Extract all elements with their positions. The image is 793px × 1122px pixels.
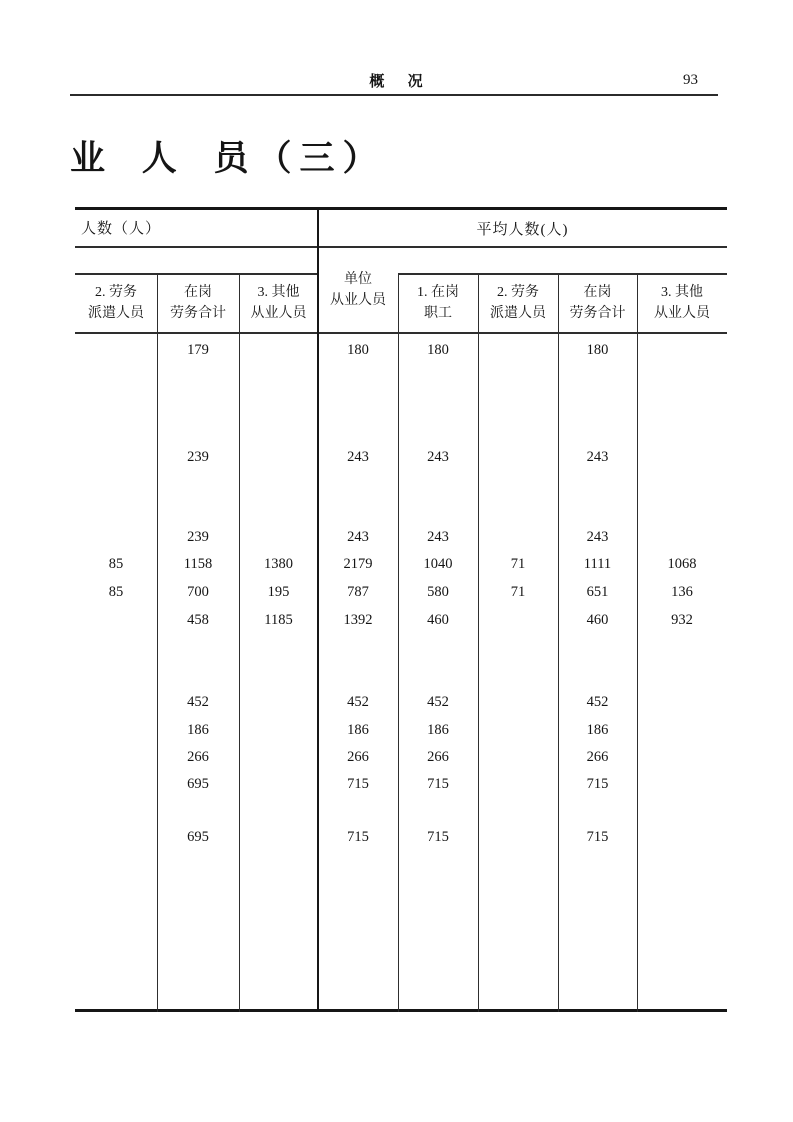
column-divider-5 bbox=[558, 273, 560, 1012]
statistics-table bbox=[75, 207, 727, 1013]
table-cell: 243 bbox=[427, 529, 449, 545]
table-cell: 239 bbox=[187, 449, 209, 465]
table-cell: 239 bbox=[187, 529, 209, 545]
table-cell: 136 bbox=[671, 584, 693, 600]
group-header-averages: 平均人数(人) bbox=[476, 222, 569, 238]
column-header-2: 在岗 劳务合计 bbox=[170, 285, 226, 321]
table-cell: 1068 bbox=[667, 556, 697, 572]
table-cell: 243 bbox=[586, 529, 609, 545]
table-cell: 71 bbox=[510, 556, 526, 572]
column-header-8: 3. 其他 从业人员 bbox=[654, 285, 710, 321]
table-cell: 452 bbox=[187, 694, 209, 710]
table-cell: 195 bbox=[267, 584, 290, 600]
table-border-bottom bbox=[75, 1009, 727, 1012]
column-header-1: 2. 劳务 派遣人员 bbox=[88, 285, 144, 321]
table-cell: 243 bbox=[347, 449, 369, 465]
table-cell: 85 bbox=[108, 556, 124, 572]
table-cell: 1185 bbox=[264, 612, 293, 628]
table-cell: 85 bbox=[108, 584, 124, 600]
column-divider-1 bbox=[157, 273, 159, 1012]
table-cell: 266 bbox=[427, 749, 449, 765]
table-cell: 186 bbox=[586, 722, 609, 738]
group-header-counts: 人数（人） bbox=[81, 221, 162, 237]
table-cell: 266 bbox=[586, 749, 609, 765]
table-cell: 452 bbox=[586, 694, 609, 710]
table-cell: 787 bbox=[347, 584, 369, 600]
table-cell: 186 bbox=[347, 722, 369, 738]
table-border-top bbox=[75, 207, 727, 210]
column-header-6: 2. 劳务 派遣人员 bbox=[490, 285, 546, 321]
table-cell: 186 bbox=[187, 722, 209, 738]
table-cell: 460 bbox=[586, 612, 609, 628]
column-header-3: 3. 其他 从业人员 bbox=[250, 285, 307, 321]
table-cell: 715 bbox=[347, 829, 369, 845]
column-divider-3 bbox=[398, 273, 400, 1012]
table-cell: 2179 bbox=[343, 556, 373, 572]
table-cell: 1111 bbox=[583, 556, 612, 572]
table-cell: 71 bbox=[510, 584, 526, 600]
table-cell: 452 bbox=[347, 694, 369, 710]
table-cell: 1158 bbox=[183, 556, 213, 572]
table-cell: 1392 bbox=[343, 612, 373, 628]
table-cell: 715 bbox=[427, 829, 449, 845]
table-cell: 460 bbox=[427, 612, 449, 628]
table-cell: 186 bbox=[427, 722, 449, 738]
table-cell: 179 bbox=[187, 342, 209, 358]
column-header-4: 单位 从业人员 bbox=[330, 271, 386, 308]
table-cell: 180 bbox=[427, 342, 449, 358]
table-cell: 695 bbox=[187, 776, 209, 792]
column-header-7: 在岗 劳务合计 bbox=[569, 285, 626, 321]
column-divider-4 bbox=[478, 273, 480, 1012]
table-cell: 580 bbox=[427, 584, 449, 600]
header-rule bbox=[70, 94, 718, 96]
table-cell: 452 bbox=[427, 694, 449, 710]
table-cell: 695 bbox=[187, 829, 209, 845]
table-cell: 715 bbox=[586, 829, 609, 845]
running-header-title: 概 况 bbox=[369, 72, 424, 90]
table-cell: 243 bbox=[427, 449, 449, 465]
table-cell: 715 bbox=[586, 776, 609, 792]
column-divider-2 bbox=[239, 273, 241, 1012]
table-cell: 651 bbox=[586, 584, 609, 600]
page-title: 业 人 员（三） bbox=[70, 139, 386, 178]
table-cell: 180 bbox=[347, 342, 369, 358]
page-number: 93 bbox=[683, 72, 698, 88]
table-cell: 458 bbox=[187, 612, 209, 628]
subheader-underline bbox=[75, 332, 727, 334]
group-header-underline bbox=[75, 246, 727, 248]
table-cell: 932 bbox=[671, 612, 693, 628]
table-cell: 715 bbox=[347, 776, 369, 792]
table-cell: 180 bbox=[586, 342, 609, 358]
table-cell: 1040 bbox=[423, 556, 453, 572]
table-cell: 1380 bbox=[264, 556, 293, 572]
table-cell: 266 bbox=[187, 749, 209, 765]
table-cell: 243 bbox=[586, 449, 609, 465]
table-cell: 243 bbox=[347, 529, 369, 545]
table-cell: 700 bbox=[187, 584, 209, 600]
column-header-5: 1. 在岗 职工 bbox=[417, 285, 459, 321]
column-divider-6 bbox=[637, 273, 639, 1012]
table-cell: 266 bbox=[347, 749, 369, 765]
table-cell: 715 bbox=[427, 776, 449, 792]
